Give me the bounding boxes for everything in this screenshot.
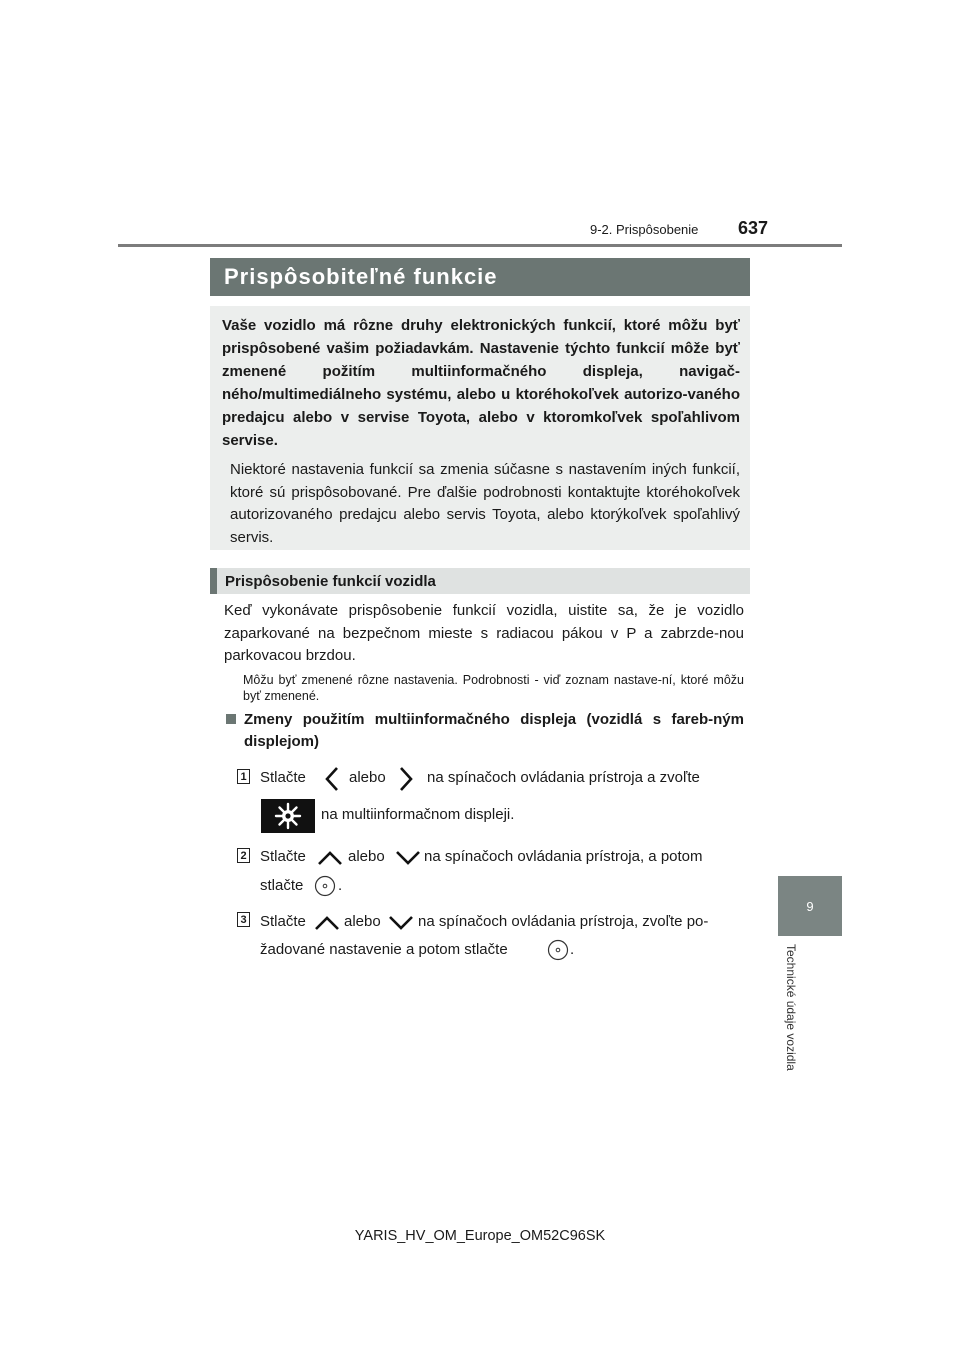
bullet-heading: Zmeny použitím multiinformačného displeja (vozidlá s fareb-ným displejom): [244, 711, 744, 750]
footer-code: YARIS_HV_OM_Europe_OM52C96SK: [354, 1228, 606, 1244]
step-1-or: alebo: [349, 769, 386, 786]
step-2-press: Stlačte: [260, 848, 306, 865]
intro-note: Niektoré nastavenia funkcií sa zmenia súčasne s nastavením iných funkcií, ktoré sú prispôsobované. Pre ďalšie podrobnosti kontaktujte ktoréhokoľvek autorizovaného predajcu alebo servis Toyota, alebo ktorýkoľvek spoľahlivý servis.: [230, 461, 740, 546]
page-title-text: Prispôsobiteľné funkcie: [224, 264, 498, 289]
page-title: [210, 258, 750, 296]
chapter-number: 9: [806, 898, 814, 914]
chevron-right-icon: [396, 766, 416, 792]
step-3-press: Stlačte: [260, 913, 306, 930]
chevron-down-icon: [395, 850, 421, 866]
step-3-line2: žadované nastavenie a potom stlačte: [260, 941, 508, 958]
step-1-line2: na multiinformačnom displeji.: [321, 806, 515, 823]
chevron-left-icon: [322, 766, 342, 792]
gear-settings-icon: [261, 799, 315, 833]
ok-button-icon: [546, 938, 570, 962]
chevron-up-icon: [314, 915, 340, 931]
small-note: Môžu byť zmenené rôzne nastavenia. Podrobnosti - viď zoznam nastave-ní, ktoré môžu byť zmenené.: [243, 673, 744, 703]
step-number-2: 2: [237, 848, 250, 863]
ok-button-icon: [313, 874, 337, 898]
step-3-period: .: [570, 941, 575, 958]
chapter-label: [784, 944, 804, 1104]
chevron-up-icon: [317, 850, 343, 866]
subheading-text: Prispôsobenie funkcií vozidla: [225, 572, 436, 590]
section-label: 9-2. Prispôsobenie: [590, 222, 699, 237]
intro-text: Vaše vozidlo má rôzne druhy elektronických funkcií, ktoré môžu byť prispôsobené vašim požiadavkám. Nastavenie týchto funkcií môže byť zmenené požitím multiinformačného displeja, navigač-ného/multimediálneho systému, alebo u ktoréhokoľvek autorizo-vaného predajcu alebo v servise Toyota, alebo v ktoromkoľvek spoľahlivom servise.: [222, 317, 740, 449]
step-number-1: 1: [237, 769, 250, 784]
step-3-rest: na spínačoch ovládania prístroja, zvoľte po-: [418, 913, 709, 930]
intro-box: [210, 306, 750, 550]
chevron-down-icon: [388, 915, 414, 931]
chapter-label-text: Technické údaje vozidla: [784, 944, 798, 1071]
step-2-rest: na spínačoch ovládania prístroja, a potom: [424, 848, 703, 865]
step-number-3: 3: [237, 912, 250, 927]
step-2-period: .: [338, 877, 343, 894]
page-number: 637: [738, 218, 769, 238]
subheading: [210, 568, 750, 594]
chapter-tab: [778, 876, 842, 936]
step-2-or: alebo: [348, 848, 385, 865]
step-3-or: alebo: [344, 913, 381, 930]
bullet-square-icon: [226, 714, 236, 724]
step-2-line2: stlačte: [260, 877, 304, 894]
header-rule: [118, 244, 842, 247]
step-1-rest: na spínačoch ovládania prístroja a zvoľte: [427, 769, 700, 786]
body-paragraph: Keď vykonávate prispôsobenie funkcií vozidla, uistite sa, že je vozidlo zaparkované na bezpečnom mieste s radiacou pákou v P a zabrzde-nou parkovacou brzdou.: [224, 602, 744, 664]
step-1-press: Stlačte: [260, 769, 306, 786]
